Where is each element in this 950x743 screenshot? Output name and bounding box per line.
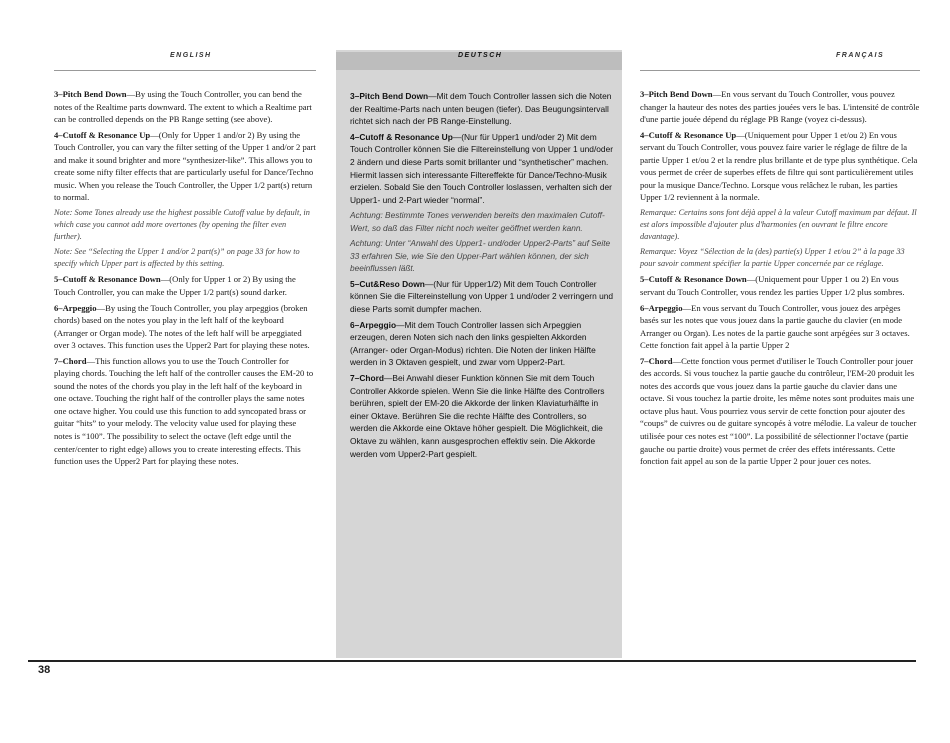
footer-rule — [28, 660, 916, 662]
english-paragraph — [54, 88, 316, 126]
german-column — [336, 50, 622, 658]
english-note: Note: See “Selecting the Upper 1 and/or 2 part(s)” on page 33 for how to specify which Upper part is affected by this setting. — [54, 247, 300, 269]
english-function-text: —By using the Touch Controller, you play arpeggios (broken chords) based on the notes you play in the left half of the keyboard (Arranger or Organ mode). The notes of the left half will be arpeggiated over 3 octaves. This function uses the Upper2 Part for playing these notes. — [54, 302, 310, 351]
deutsch-function-text: —Bei Anwahl dieser Funktion können Sie mit dem Touch Controller Akkorde spielen. Wenn Sie die linke Hälfte des Controllers berühren, spielt der EM-20 die Akkorde der linken Klaviaturhälfte in einer Oktave. Berühren Sie die rechte Hälfte des Controllers, so werden die Akkorde eine Oktave höher gespielt. Die Möglichkeit, die Oktave zu wählen, kann ausgesprochen effektiv sein. Die Akkorde werden vom Upper2-Part gespielt. — [350, 372, 605, 459]
english-paragraph — [54, 355, 316, 468]
francais-paragraph — [640, 129, 920, 204]
deutsch-function-text: —(Nur für Upper1 und/oder 2) Mit dem Touch Controller können Sie die Filtereinstellung von Upper 1 und/oder 2 ändern und diese Parts somit brillanter und “synthetischer” machen. Hiermit lassen sich interessante Filtereffekte für Dance/Techno-Musik erzielen. Sobald Sie den Touch Controller loslassen, verhalten sich der Upper1- und 2-Part wieder “normal”. — [350, 131, 614, 205]
deutsch-function-heading: 7–Chord — [350, 372, 384, 383]
deutsch-function-text: —Mit dem Touch Controller lassen sich die Noten der Realtime-Parts nach unten beugen (tiefer). Das Beugungsintervall richtet sich nach der PB Range-Einstellung. — [350, 91, 612, 127]
francais-function-heading: 7–Chord — [640, 355, 673, 366]
deutsch-function-heading: 3–Pitch Bend Down — [350, 91, 429, 101]
francais-function-text: —En vous servant du Touch Controller, vous pouvez changer la hauteur des notes des parties jouées vers le bas. L'intensité de contrôle d'une partie jouée dépend du réglage PB Range (voyez ci-dessus). — [640, 89, 920, 125]
francais-paragraph — [640, 355, 920, 468]
english-function-text: —By using the Touch Controller, you can bend the notes of the Realtime parts downward. The extent to which a Realtime part can be controlled depends on the PB Range setting (see above). — [54, 89, 312, 125]
deutsch-function-heading: 6–Arpeggio — [350, 319, 397, 330]
deutsch-function-text: —Mit dem Touch Controller lassen sich Arpeggien erzeugen, deren Noten sich nach den links gespielten Akkorden (Arranger- oder Organ-Modus) richten. Die Noten der linken Hälfte werden in 3 Oktaven gespielt, und zwar vom Upper2-Part. — [350, 319, 596, 368]
english-function-text: —This function allows you to use the Touch Controller for playing chords. Touching the left half of the controller causes the EM-20 to sound the notes of the chords you play in the left half of the keyboard in one octave. Touching the right half of the controller plays the same notes one octave higher. You could use this function to add syncopated brass or guitar “hits” to your melody. The velocity value used for playing these notes is “100”. The possibility to select the octave (left edge until the center/center to right edge) allows you to create interesting effects. This function uses the Upper2 Part for playing these notes. — [54, 355, 314, 467]
francais-paragraph — [640, 273, 920, 298]
deutsch-paragraph — [350, 90, 614, 128]
francais-function-text: —(Uniquement pour Upper 1 ou 2) En vous servant du Touch Controller, vous rendez les parties Upper 1/2 plus sombres. — [640, 274, 905, 298]
francais-function-heading: 3–Pitch Bend Down — [640, 89, 713, 99]
francais-paragraph — [640, 302, 920, 352]
english-paragraph — [54, 129, 316, 204]
deutsch-function-text: —(Nur für Upper1/2) Mit dem Touch Controller können Sie die Filtereinstellung von Upper 1 und/oder 2 verringern und diese Parts somit dumpfer machen. — [350, 278, 614, 314]
english-function-heading: 4–Cutoff & Resonance Up — [54, 129, 151, 140]
francais-function-heading: 6–Arpeggio — [640, 302, 683, 313]
deutsch-note: Achtung: Bestimmte Tones verwenden bereits den maximalen Cutoff-Wert, so daß das Filter nicht noch weiter geöffnet werden kann. — [350, 210, 605, 233]
francais-note: Remarque: Certains sons font déjà appel à la valeur Cutoff maximum par défaut. Il est alors impossible d'ajouter plus d'harmonies (en ouvrant le filtre encore davantage). — [640, 207, 917, 242]
english-header-label: ENGLISH — [170, 52, 212, 59]
german-header-label: DEUTSCH — [458, 52, 503, 59]
english-function-heading: 7–Chord — [54, 355, 87, 366]
francais-function-text: —(Uniquement pour Upper 1 et/ou 2) En vous servant du Touch Controller, vous pouvez faire varier le réglage de filtre de la partie Upper 1 et/ou 2 et la rendre plus brillante et de type plus synthétique. Cela vous permet de créer de superbes effets de filtre qui sont particulièrement utiles pour la musique Dance/Techno. Lorsque vous relâchez le ruban, les parties Upper 1/2 reviennent à la normale. — [640, 129, 918, 203]
francais-paragraph — [640, 88, 920, 126]
deutsch-note: Achtung: Unter “Anwahl des Upper1- und/oder Upper2-Parts” auf Seite 33 erfahren Sie, wie Sie den Upper-Part wählen können, der sich beeinflussen läßt. — [350, 238, 611, 274]
francais-function-text: —En vous servant du Touch Controller, vous jouez des arpèges basés sur les notes que vous jouez dans la partie gauche du clavier (en mode Arranger ou Organ). Les notes de la partie gauche sont arpégées sur 3 octaves. Cette fonction fait appel à la partie Upper 2 — [640, 302, 910, 351]
francais-function-heading: 5–Cutoff & Resonance Down — [640, 274, 747, 285]
english-note: Note: Some Tones already use the highest possible Cutoff value by default, in which case you cannot add more overtones (by opening the filter even further). — [54, 207, 310, 242]
francais-note: Remarque: Voyez “Sélection de la (des) partie(s) Upper 1 et/ou 2” à la page 33 pour savoir comment spécifier la partie Upper concernée par ce réglage. — [640, 247, 905, 269]
page-number: 38 — [38, 664, 51, 676]
english-function-text: —(Only for Upper 1 or 2) By using the Touch Controller, you can make the Upper 1/2 part(s) sound darker. — [54, 274, 296, 298]
francais-function-text: —Cette fonction vous permet d'utiliser le Touch Controller pour jouer des accords. Si vous touchez la partie gauche du contrôleur, l'EM-20 produit les notes des accords que vous jouez dans la partie gauche du clavier dans une octave. Si vous touchez la partie droite, les même notes sont produites mais une octave plus haut. Vous pourriez vous servir de cette fonction pour ajouter des “coups” de cuivres ou de guitare syncopés à votre mélodie. La valeur de toucher utilisée pour ces notes est “100”. La possibilité de sélectionner l'octave (partie gauche ou partie droite) vous permet de créer des effets intéressants. Cette fonction fait appel au son de la partie Upper 2 pour jouer ces notes. — [640, 355, 917, 467]
english-column — [54, 50, 316, 471]
french-column — [640, 50, 920, 471]
deutsch-paragraph — [350, 319, 614, 369]
francais-function-heading: 4–Cutoff & Resonance Up — [640, 129, 737, 140]
english-function-heading: 6–Arpeggio — [54, 302, 97, 313]
english-paragraph — [54, 273, 316, 298]
english-function-heading: 5–Cutoff & Resonance Down — [54, 274, 161, 285]
deutsch-paragraph — [350, 278, 614, 316]
deutsch-paragraph — [350, 372, 614, 460]
english-function-heading: 3–Pitch Bend Down — [54, 89, 127, 99]
english-function-text: —(Only for Upper 1 and/or 2) By using the Touch Controller, you can vary the filter setting of the Upper 1 and/or 2 part and make it sound brighter and more “synthesizer-like”. This allows you to create some nifty filter effects that are particularly useful for Dance/Techno music. When you release the Touch Controller, the Upper 1/2 part(s) return to normal. — [54, 129, 316, 203]
deutsch-function-heading: 5–Cut&Reso Down — [350, 278, 425, 289]
deutsch-paragraph — [350, 131, 614, 207]
french-header-label: FRANÇAIS — [836, 52, 885, 59]
deutsch-function-heading: 4–Cutoff & Resonance Up — [350, 131, 453, 142]
english-paragraph — [54, 302, 316, 352]
